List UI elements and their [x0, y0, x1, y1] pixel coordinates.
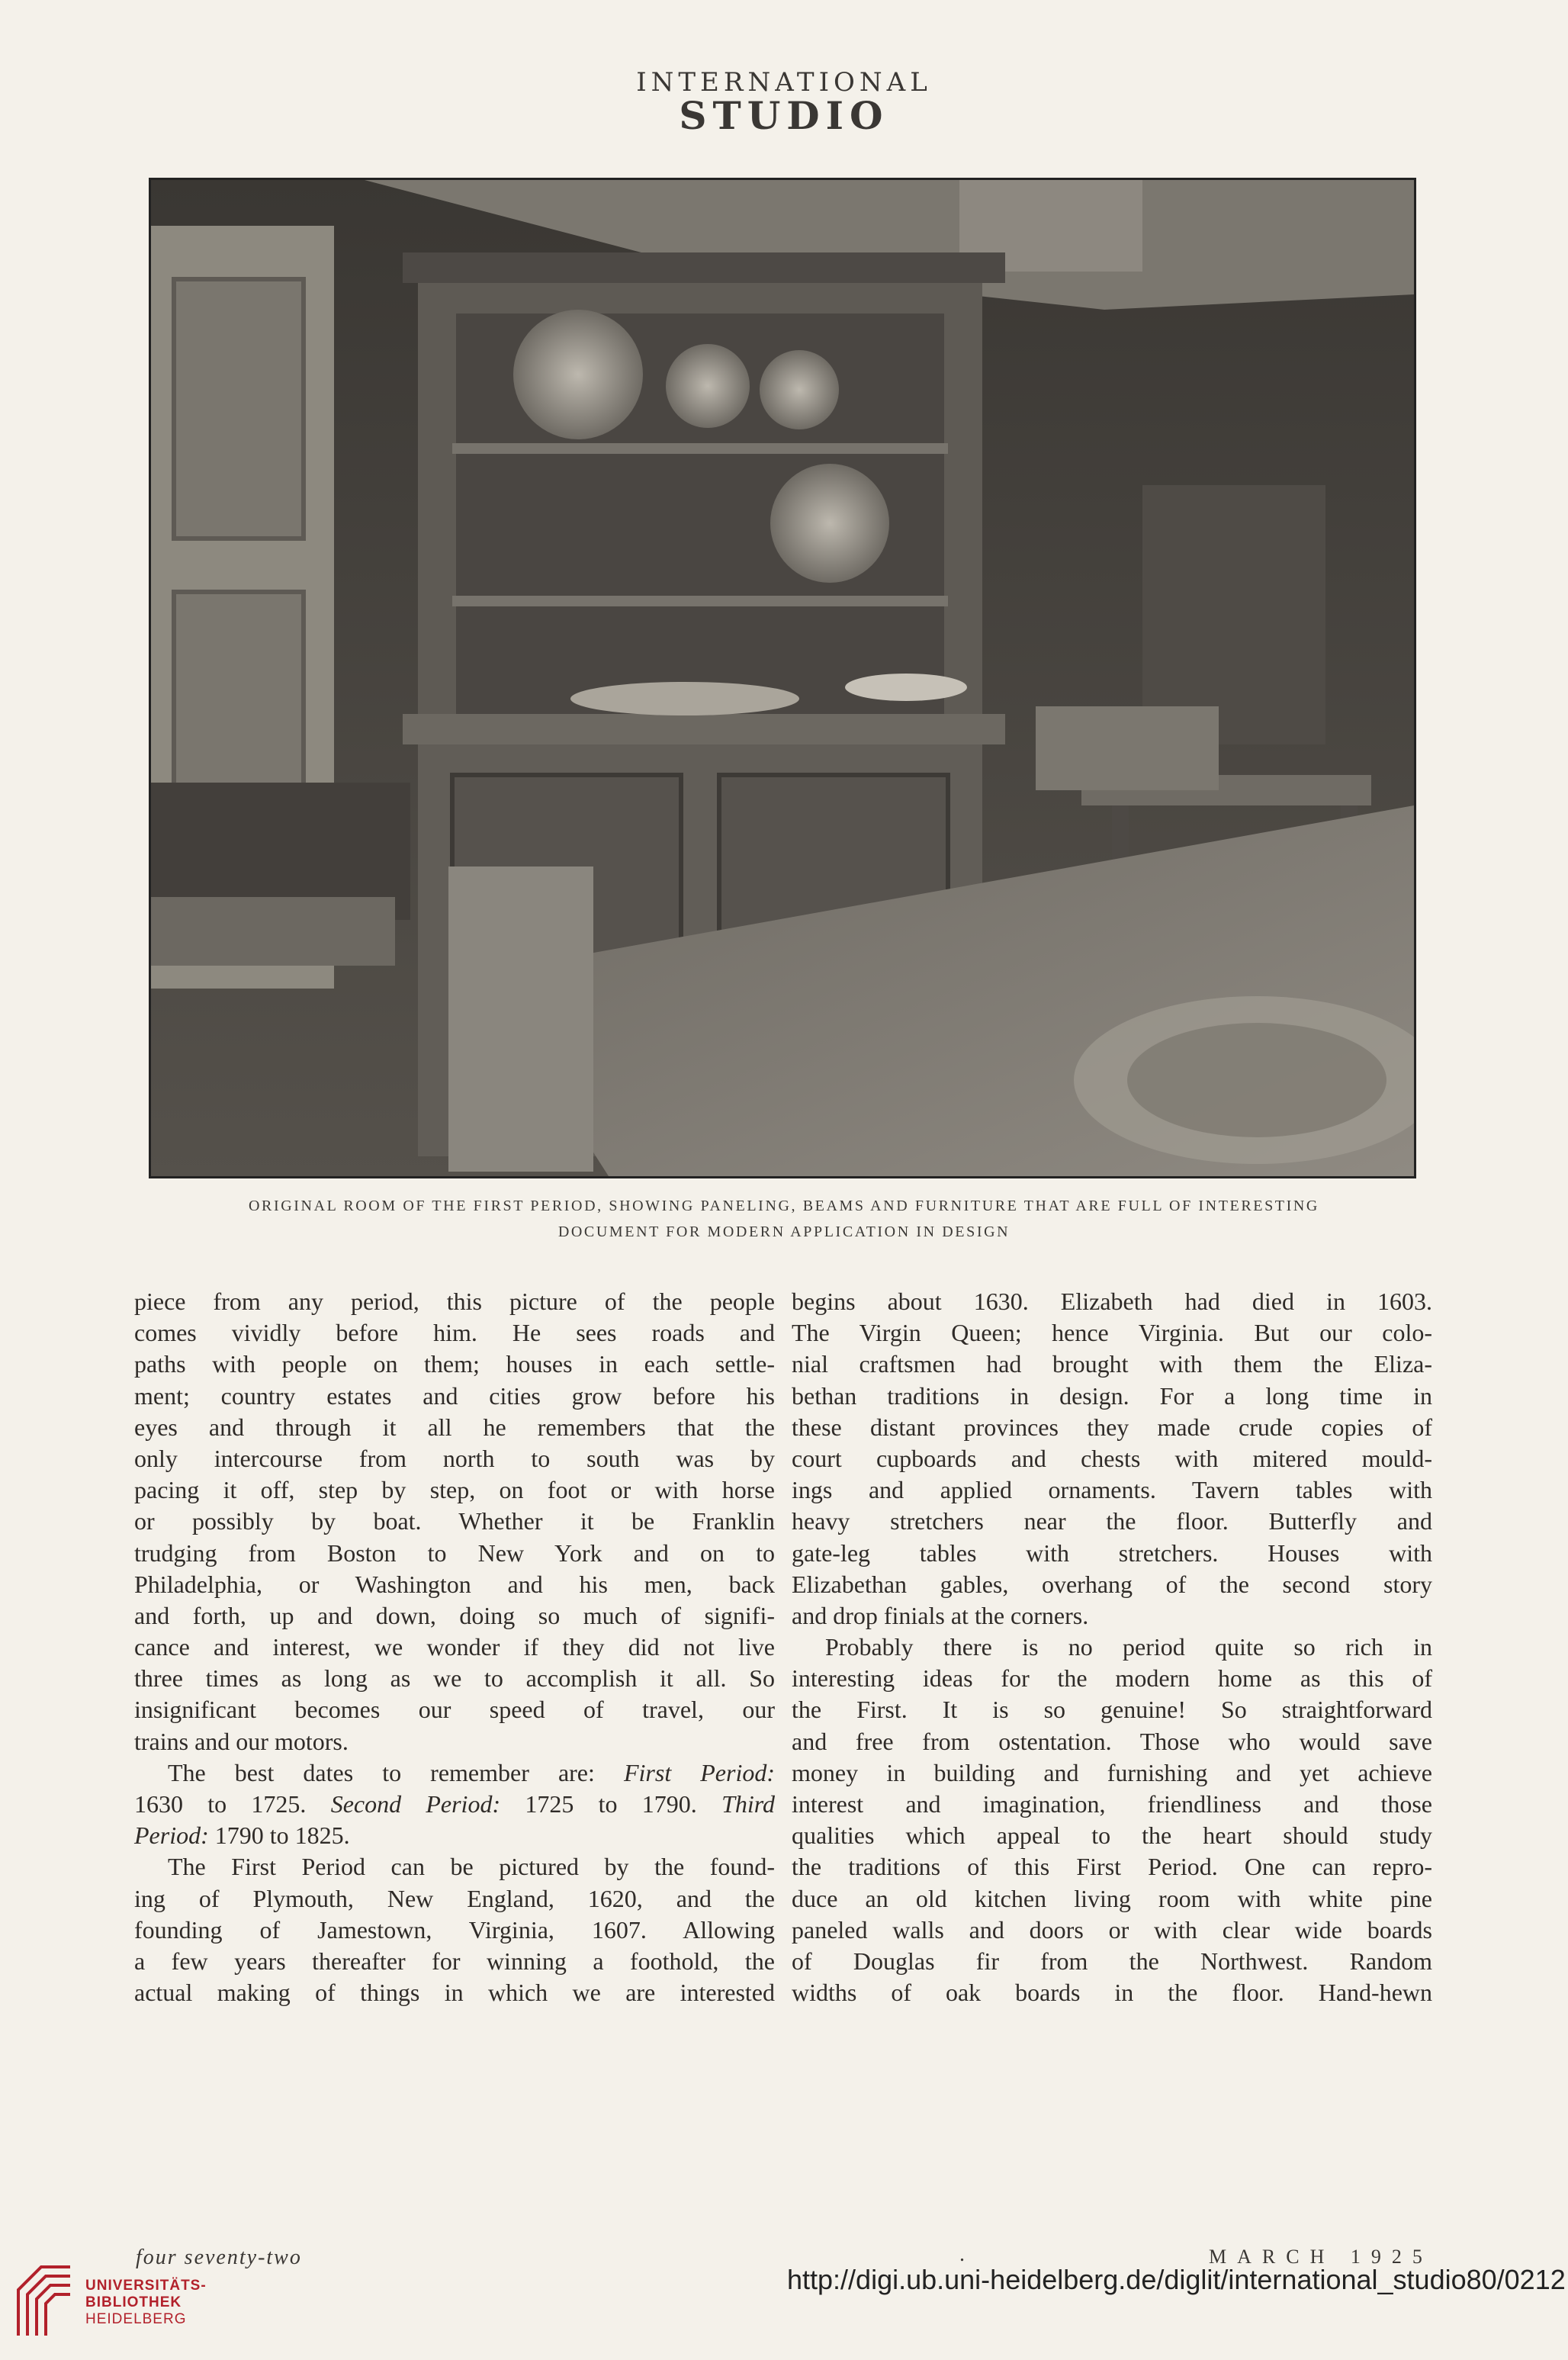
text-line: ings and applied ornaments. Tavern tables with — [792, 1476, 1432, 1504]
text-line: Elizabethan gables, overhang of the second story — [792, 1570, 1432, 1598]
text-line: three times as long as we to accomplish it all. So — [134, 1664, 775, 1693]
text-line: or possibly by boat. Whether it be Franklin — [134, 1507, 775, 1535]
text-line: piece from any period, this picture of the people — [134, 1288, 775, 1315]
text-line: founding of Jamestown, Virginia, 1607. Allowing — [134, 1915, 775, 1944]
source-url-link[interactable]: http://digi.ub.uni-heidelberg.de/diglit/international_studio80/0212 — [787, 2264, 1566, 2295]
italic-term: Third — [721, 1790, 776, 1818]
text-line: these distant provinces they made crude copies of — [792, 1413, 1432, 1441]
text-line: insignificant becomes our speed of travel, our — [134, 1696, 775, 1724]
text-line: cance and interest, we wonder if they did not live — [134, 1633, 775, 1661]
text-line: duce an old kitchen living room with white pine — [792, 1884, 1432, 1912]
text-line: begins about 1630. Elizabeth had died in 1603. — [792, 1288, 1432, 1315]
issue-date: MARCH 1925 — [1209, 2246, 1433, 2268]
text-line: ment; country estates and cities grow before his — [134, 1381, 775, 1410]
photo-caption-line-2: DOCUMENT FOR MODERN APPLICATION IN DESIGN — [557, 1223, 1011, 1240]
text-line: paneled walls and doors or with clear wide boards — [792, 1915, 1432, 1944]
text-line: actual making of things in which we are interested — [134, 1979, 775, 2007]
text-line: only intercourse from north to south was by — [134, 1444, 775, 1472]
article-column-right — [792, 1286, 1432, 2008]
text-line: bethan traditions in design. For a long time in — [792, 1381, 1432, 1410]
italic-term: Period: — [134, 1821, 209, 1850]
text-line: trains and our motors. — [134, 1727, 349, 1755]
text-line: ing of Plymouth, New England, 1620, and the — [134, 1884, 775, 1912]
text-line: heavy stretchers near the floor. Butterfly and — [792, 1507, 1432, 1535]
text-line: gate-leg tables with stretchers. Houses with — [792, 1539, 1432, 1567]
article-column-left — [134, 1286, 775, 2008]
text-line: pacing it off, step by step, on foot or with horse — [134, 1476, 775, 1504]
text-line: trudging from Boston to New York and on to — [134, 1539, 775, 1567]
masthead-title-main: STUDIO — [679, 93, 889, 138]
text-line: nial craftsmen had brought with them the Eliza- — [792, 1350, 1432, 1378]
text-line: The Virgin Queen; hence Virginia. But our colo- — [792, 1319, 1432, 1347]
library-logo-icon — [11, 2259, 78, 2340]
text-line-dates — [134, 1789, 775, 1820]
text-line: of Douglas fir from the Northwest. Random — [792, 1947, 1432, 1975]
text-line-dates — [134, 1757, 775, 1789]
text-line-dates — [134, 1820, 775, 1851]
text-line: and free from ostentation. Those who would save — [792, 1727, 1432, 1755]
text-fragment: 1725 to 1790. — [525, 1790, 697, 1818]
text-line: and forth, up and down, doing so much of signifi- — [134, 1601, 775, 1629]
text-line: The First Period can be pictured by the found- — [168, 1853, 775, 1881]
italic-term: First Period: — [623, 1758, 776, 1786]
text-line: eyes and through it all he remembers that the — [134, 1413, 775, 1441]
text-fragment: 1630 to 1725. — [134, 1790, 307, 1818]
library-name-line-3: HEIDELBERG — [85, 2311, 187, 2327]
text-line: widths of oak boards in the floor. Hand-hewn — [792, 1979, 1432, 2007]
text-line: the First. It is so genuine! So straightforward — [792, 1696, 1432, 1724]
text-line: money in building and furnishing and yet achieve — [792, 1758, 1432, 1786]
text-line: court cupboards and chests with mitered mould- — [792, 1444, 1432, 1472]
masthead-title-top: INTERNATIONAL — [636, 67, 932, 98]
italic-term: Second Period: — [330, 1790, 501, 1818]
page-folio: four seventy-two — [136, 2246, 302, 2269]
footer-separator: . — [959, 2243, 965, 2266]
photo-caption-line-1: ORIGINAL ROOM OF THE FIRST PERIOD, SHOWING PANELING, BEAMS AND FURNITURE THAT ARE FULL OF INTERESTING — [249, 1198, 1319, 1214]
library-name-line-2: BIBLIOTHEK — [85, 2294, 182, 2310]
text-line: and drop finials at the corners. — [792, 1601, 1089, 1629]
text-line: a few years thereafter for winning a foothold, the — [134, 1947, 775, 1975]
library-name-line-1: UNIVERSITÄTS- — [85, 2278, 207, 2294]
text-line: Philadelphia, or Washington and his men, back — [134, 1570, 775, 1598]
text-fragment: 1790 to 1825. — [214, 1821, 350, 1850]
text-fragment: The best dates to remember are: — [168, 1758, 595, 1786]
text-line: paths with people on them; houses in each settle- — [134, 1350, 775, 1378]
text-line: interesting ideas for the modern home as this of — [792, 1664, 1432, 1693]
photo-plate-room-interior — [149, 178, 1416, 1178]
room-photograph — [151, 180, 1414, 1176]
text-line: comes vividly before him. He sees roads and — [134, 1319, 775, 1347]
text-line: Probably there is no period quite so rich in — [825, 1633, 1432, 1661]
text-line: the traditions of this First Period. One can repro- — [792, 1853, 1432, 1881]
text-line: interest and imagination, friendliness and those — [792, 1790, 1432, 1818]
text-line: qualities which appeal to the heart should study — [792, 1821, 1432, 1850]
